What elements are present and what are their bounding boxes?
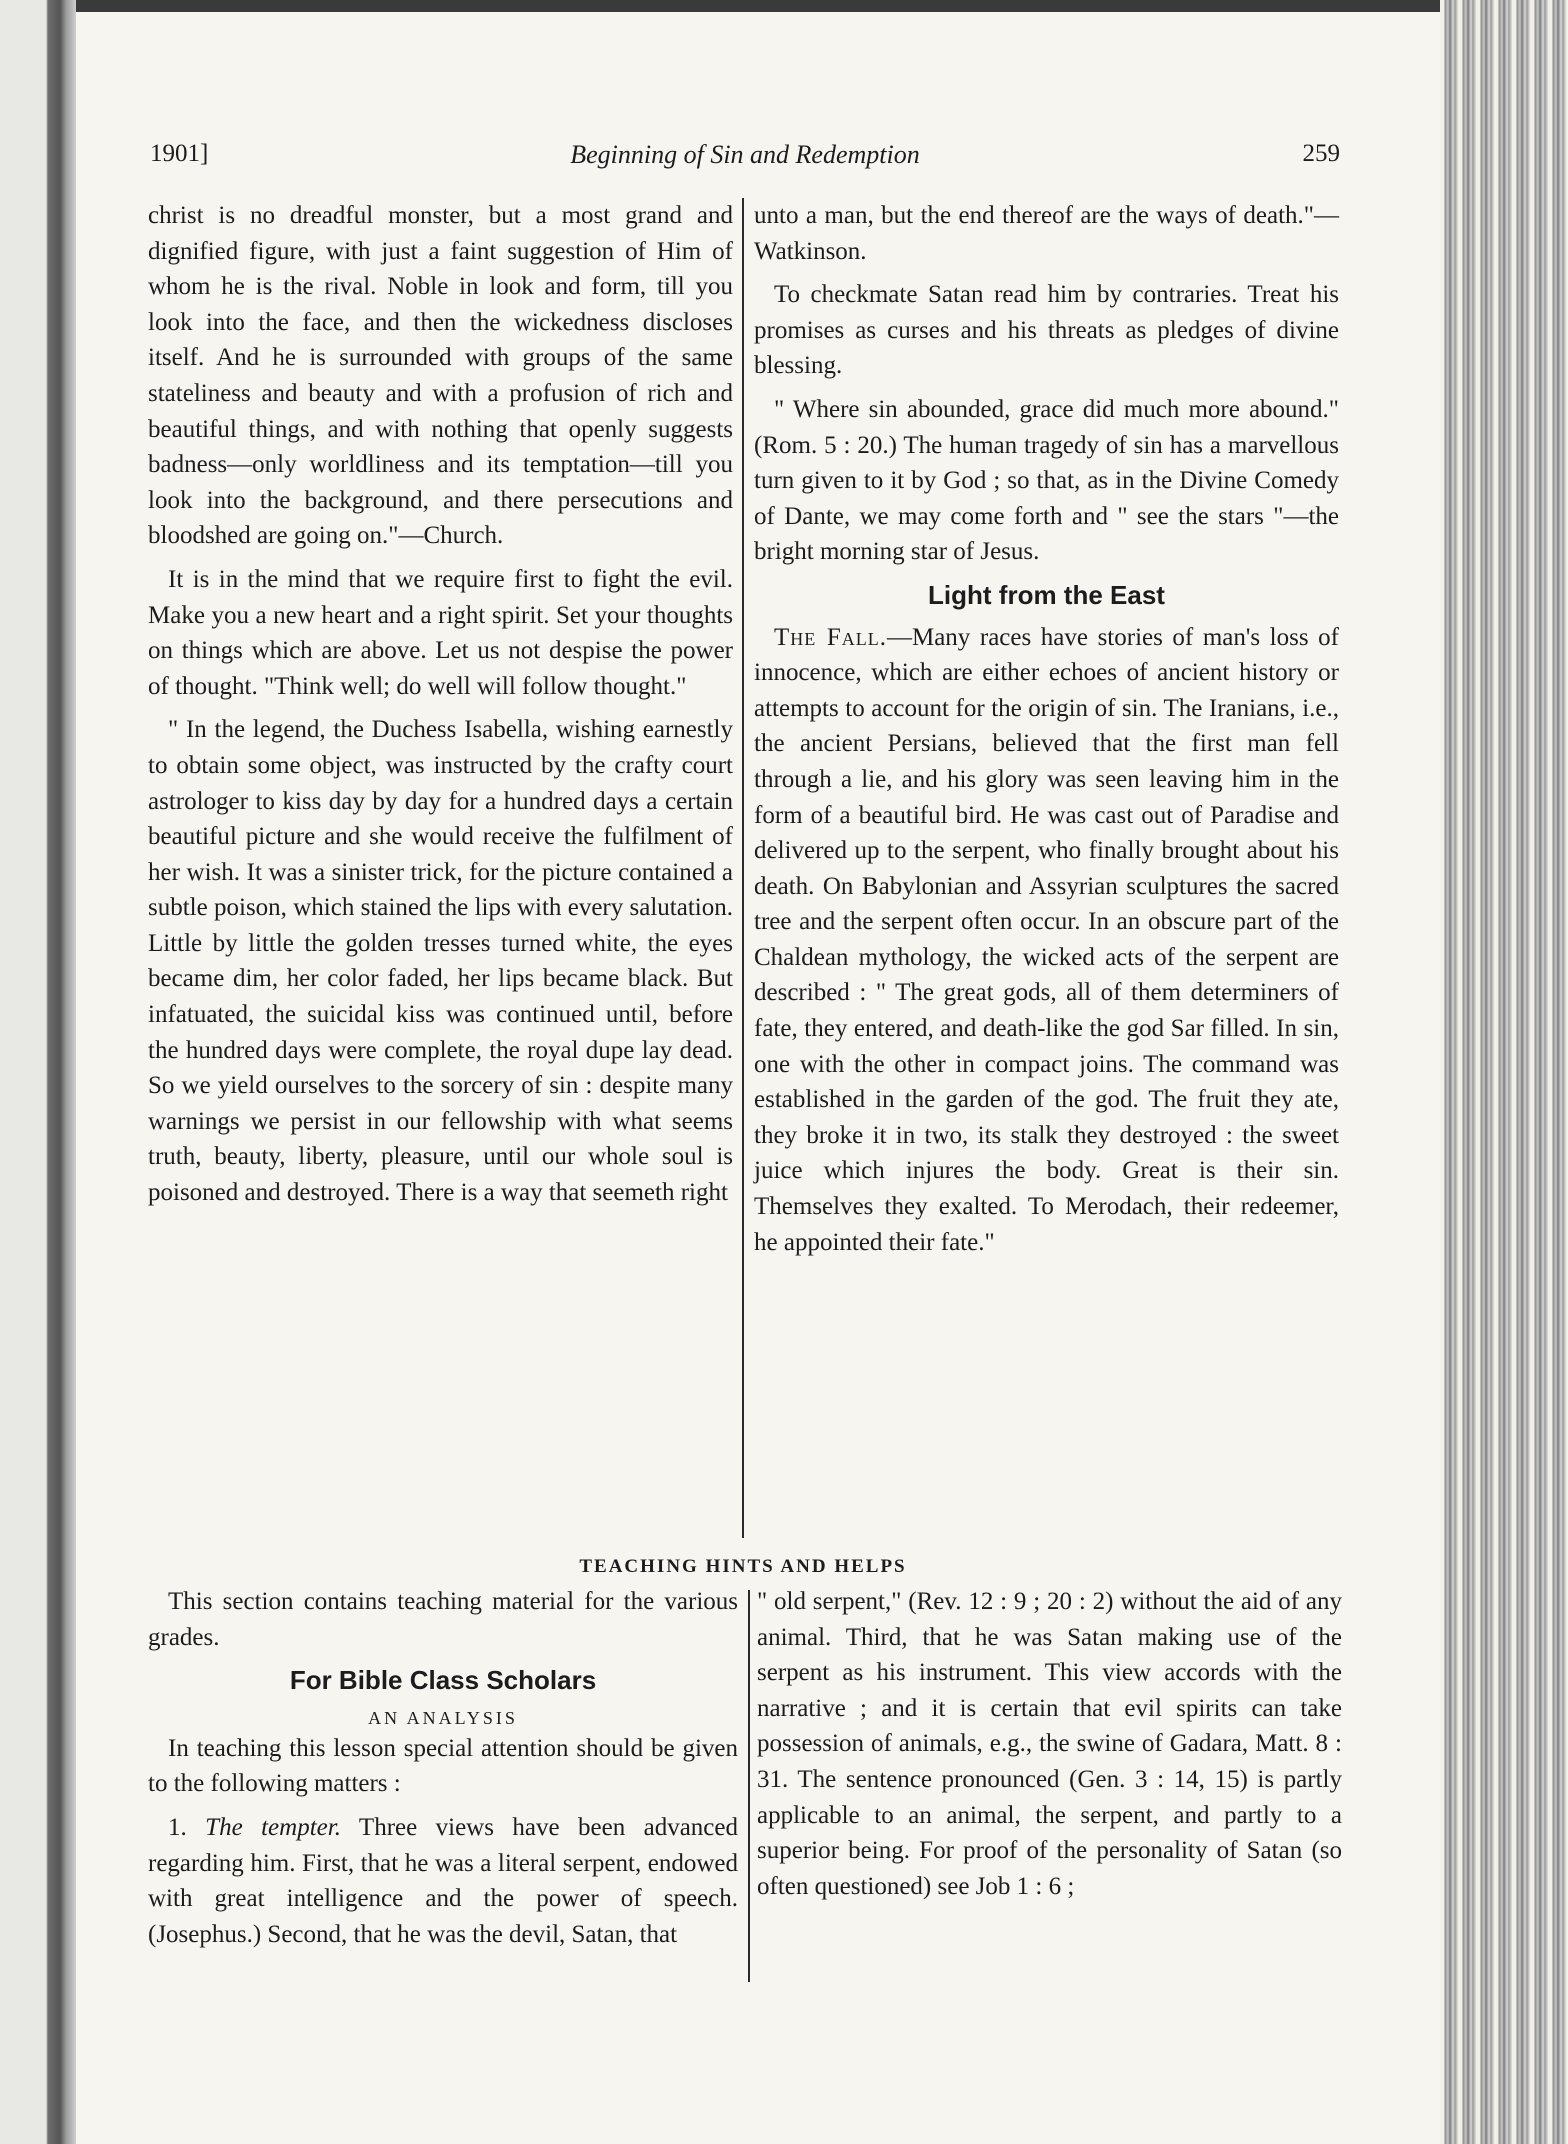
paragraph: In teaching this lesson special attention should be given to the following matters : — [148, 1734, 738, 1798]
paragraph: This section contains teaching material for the various grades. — [148, 1588, 738, 1651]
paragraph — [754, 620, 1339, 1261]
analysis-subheading: AN ANALYSIS — [368, 1707, 518, 1728]
column-divider — [748, 1590, 750, 1982]
paragraph: christ is no dreadful monster, but a most grand and dignified figure, with just a faint suggestion of Him of whom he is the rival. Noble in look and form, till you look into the face, and then the wickedness discloses itself. And he is surrounded with groups of the same stateliness and beauty and with a profusion of rich and beautiful things, and with nothing that openly suggests badness—only worldliness and its temptation—till you look into the background, and there persecutions and bloodshed are going on."—Church. — [148, 202, 733, 550]
right-column-bottom — [757, 1584, 1342, 1912]
column-divider — [742, 198, 744, 1538]
paragraph-text: —Many races have stories of man's loss of innocence, which are either echoes of ancient history or attempts to account for the origin of sin. The Iranians, i.e., the ancient Persians, believed that the first man fell through a lie, and his glory was seen leaving him in the form of a beautiful bird. He was cast out of Paradise and delivered up to the serpent, who finally brought about his death. On Babylonian and Assyrian sculptures the sacred tree and the serpent often occur. In an obscure part of the Chaldean mythology, the wicked acts of the serpent are described : " The great gods, all of them determiners of fate, they entered, and death-like the god Sar filled. In sin, one with the other in compact joins. The command was established in the garden of the god. The fruit they ate, they broke it in two, its stalk they destroyed : the sweet juice which injures the body. Great is their sin. Themselves they exalted. To Merodach, their redeemer, he appointed their fate." — [754, 623, 1339, 1256]
item-number: 1. — [168, 1813, 187, 1841]
paragraph: unto a man, but the end thereof are the ways of death."—Watkinson. — [754, 202, 1339, 265]
scan-top-band — [0, 0, 1568, 12]
header-year: 1901] — [150, 140, 209, 167]
paragraph: To checkmate Satan read him by contraries. Treat his promises as curses and his threats as pledges of divine blessing. — [754, 281, 1339, 380]
paragraph-text: Three views have been advanced regarding him. First, that he was a literal serpent, endowed with great intelligence and the power of speech. (Josephus.) Second, that he was the devil, Satan, that — [148, 1813, 738, 1948]
the-fall-label: The Fall. — [774, 623, 887, 651]
paragraph: It is in the mind that we require first to fight the evil. Make you a new heart and a right spirit. Set your thoughts on things which are above. Let us not despise the power of thought. "Think well; do well will follow thought." — [148, 565, 733, 700]
right-column-top — [754, 198, 1339, 1268]
header-title: Beginning of Sin and Redemption — [570, 140, 920, 169]
paragraph: " Where sin abounded, grace did much more abound." (Rom. 5 : 20.) The human tragedy of sin has a marvellous turn given to it by God ; so that, as in the Divine Comedy of Dante, we may come forth and " see the stars "—the bright morning star of Jesus. — [754, 395, 1339, 566]
paragraph — [148, 1810, 738, 1952]
running-head — [150, 140, 1340, 178]
item-label: The tempter. — [205, 1813, 341, 1841]
left-column-bottom — [148, 1584, 738, 1960]
left-column-top — [148, 198, 733, 1219]
paragraph: " In the legend, the Duchess Isabella, wishing earnestly to obtain some object, was instructed by the crafty court astrologer to kiss day by day for a hundred days a certain beautiful picture and she would receive the fulfilment of her wish. It was a sinister trick, for the picture contained a subtle poison, which stained the lips with every salutation. Little by little the golden tresses turned white, the eyes became dim, her color faded, her lips became black. But infatuated, the suicidal kiss was continued until, before the hundred days were complete, the royal dupe lay dead. So we yield ourselves to the sorcery of sin : despite many warnings we persist in our fellowship with what seems truth, beauty, liberty, pleasure, until our whole soul is poisoned and destroyed. There is a way that seemeth right — [148, 716, 733, 1207]
book-spine-edge — [0, 0, 76, 2144]
section-heading-light-from-east: Light from the East — [928, 579, 1165, 610]
page-number: 259 — [1302, 140, 1340, 167]
bible-class-heading: For Bible Class Scholars — [289, 1665, 597, 1696]
page-stack-edges — [1440, 0, 1568, 2144]
teaching-hints-heading: TEACHING HINTS AND HELPS — [579, 1556, 907, 1577]
paragraph: " old serpent," (Rev. 12 : 9 ; 20 : 2) without the aid of any animal. Third, that he was Satan making use of the serpent as his instrument. This view accords with the narrative ; and it is certain that evil spirits can take possession of animals, e.g., the swine of Gadara, Matt. 8 : 31. The sentence pronounced (Gen. 3 : 14, 15) is partly applicable to an animal, the serpent, and partly to a superior being. For proof of the personality of Satan (so often questioned) see Job 1 : 6 ; — [757, 1588, 1342, 1900]
